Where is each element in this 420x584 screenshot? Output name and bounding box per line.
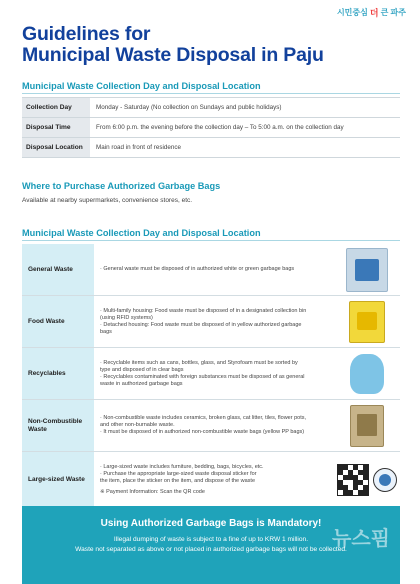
newspim-watermark: 뉴스핌 [332,526,390,550]
table-row [22,118,400,138]
list-item [22,452,400,508]
banner-fine-text: Illegal dumping of waste is subject to a fine of up to KRW 1 million. [113,536,309,543]
table-row [22,138,400,158]
section1-divider [22,93,400,94]
desc-line: waste in authorized garbage bags [100,380,183,387]
collection-info-table [22,97,400,158]
desc-line: · Multi-family housing: Food waste must be disposed of in a designated collection bin [100,307,307,314]
desc-line: type and disposed of in clear bags [100,366,184,373]
section3-heading: Municipal Waste Collection Day and Disposal Location [22,228,261,238]
clear-recycling-bag-icon [350,354,384,394]
row-key: Disposal Location [22,138,90,158]
desc-line: · Non-combustible waste includes ceramics, broken glass, cat litter, tiles, flower pots, [100,415,307,421]
page-title [22,24,324,66]
category-label: General Waste [22,244,94,295]
pp-sack-bag-icon [350,405,384,447]
desc-line: · Recyclables contaminated with foreign substances must be disposed of as general [100,373,305,380]
desc-line: · General waste must be disposed of in authorized white or green garbage bags [100,266,295,272]
table-row [22,98,400,118]
row-value: Main road in front of residence [90,138,400,158]
purchase-location-text: Available at nearby supermarkets, convenience stores, etc. [22,197,193,204]
category-label: Non-Combustible Waste [22,400,94,451]
qr-code-icon[interactable] [337,464,369,496]
desc-line: and other non-burnable waste. [100,422,175,428]
desc-line: (using RFID systems) [100,314,153,321]
waste-category-list [22,244,400,508]
list-item [22,244,400,296]
category-description [94,348,334,399]
row-key: Collection Day [22,98,90,118]
category-description [94,244,334,295]
category-description [94,452,334,507]
section3-divider [22,240,400,241]
category-description [94,296,334,347]
desc-line: · It must be disposed of in authorized non-combustible waste bags (yellow PP bags) [100,429,305,435]
category-label: Recyclables [22,348,94,399]
large-waste-sticker-icon [373,468,397,492]
desc-line: bags [100,328,112,335]
white-garbage-bag-icon [346,248,388,292]
desc-line: · Large-sized waste includes furniture, bedding, bags, bicycles, etc. [100,463,264,470]
title-line-1: Guidelines for [22,23,151,45]
city-logo [337,6,406,19]
list-item [22,400,400,452]
logo-mark: 더 [369,8,379,18]
yellow-food-waste-bag-icon [349,301,385,343]
category-label: Large-sized Waste [22,452,94,507]
section2-heading: Where to Purchase Authorized Garbage Bags [22,181,221,191]
title-line-2: Municipal Waste Disposal in Paju [22,44,324,66]
row-value: Monday - Saturday (No collection on Sundays and public holidays) [90,98,400,118]
desc-line: · Recyclable items such as cans, bottles, glass, and Styrofoam must be sorted by [100,359,298,366]
row-key: Disposal Time [22,118,90,138]
list-item [22,348,400,400]
desc-line: · Purchase the appropriate large-sized waste disposal sticker for [100,470,257,477]
list-item [22,296,400,348]
logo-suffix: 큰 파주 [380,8,406,17]
category-description [94,400,334,451]
row-value: From 6:00 p.m. the evening before the collection day – To 5:00 a.m. on the collection day [90,118,400,138]
desc-line: ※ Payment Information: Scan the QR code [100,488,205,495]
logo-text: 시민중심 [336,8,368,17]
desc-line: · Detached housing: Food waste must be disposed of in yellow authorized garbage [100,321,302,328]
banner-collection-text: Waste not separated as above or not placed in authorized garbage bags will not be collected. [75,546,347,553]
section1-heading: Municipal Waste Collection Day and Disposal Location [22,81,261,91]
category-label: Food Waste [22,296,94,347]
desc-line: the item, place the sticker on the item, and dispose of the waste [100,477,256,484]
banner-title: Using Authorized Garbage Bags is Mandatory! [100,518,322,529]
